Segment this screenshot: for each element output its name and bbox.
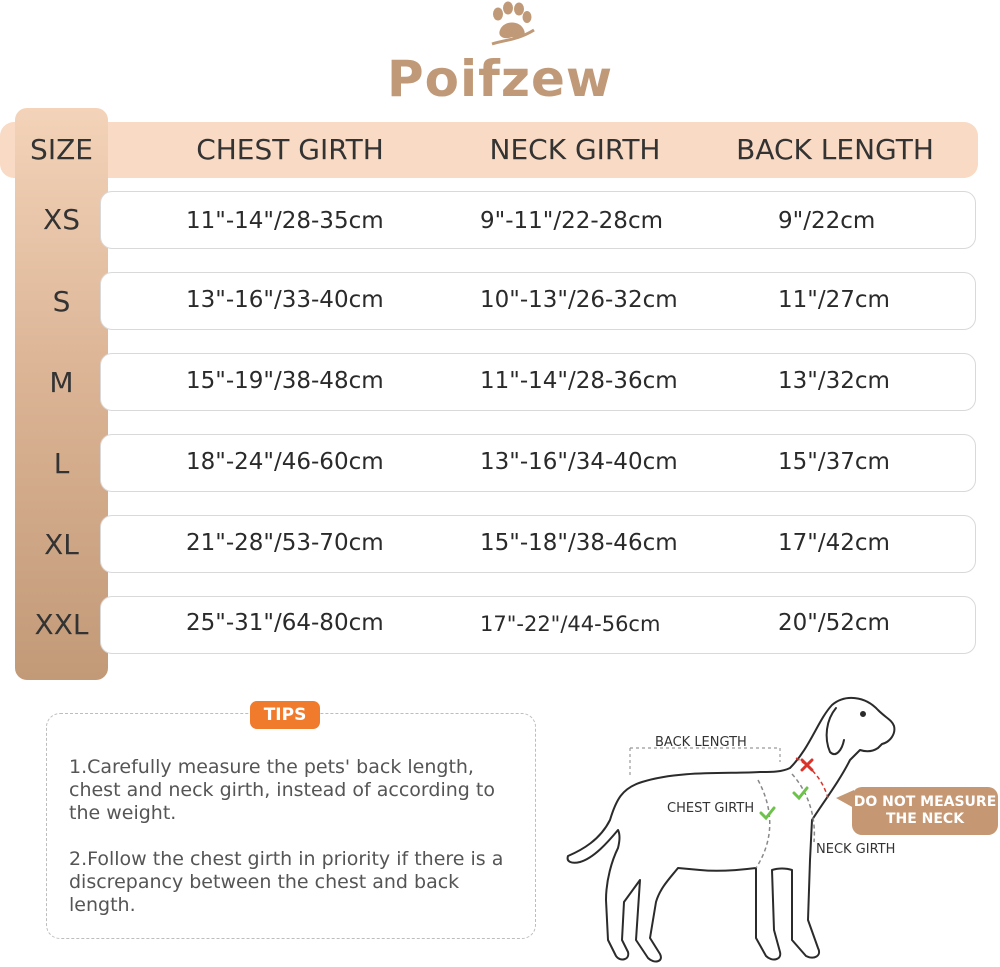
neck-cell: 9"-11"/22-28cm (480, 208, 663, 234)
neck-cell: 11"-14"/28-36cm (480, 368, 678, 394)
size-label: S (52, 285, 71, 318)
cross-icon (802, 760, 812, 770)
neck-cell: 15"-18"/38-46cm (480, 530, 678, 556)
chest-cell: 11"-14"/28-35cm (186, 208, 384, 234)
warning-line-2: THE NECK (885, 811, 965, 827)
back-cell: 9"/22cm (778, 208, 876, 234)
check-icon (761, 808, 774, 818)
back-length-label: BACK LENGTH (655, 735, 747, 750)
header-back-length: BACK LENGTH (736, 133, 934, 166)
chest-cell: 25"-31"/64-80cm (186, 610, 384, 636)
header-neck-girth: NECK GIRTH (489, 133, 661, 166)
brand-name: Poifzew (386, 50, 614, 108)
back-cell: 20"/52cm (778, 610, 890, 636)
back-cell: 11"/27cm (778, 287, 890, 313)
neck-cell: 13"-16"/34-40cm (480, 449, 678, 475)
paw-icon (484, 0, 540, 50)
neck-cell: 17"-22"/44-56cm (480, 612, 661, 636)
size-label: M (49, 366, 74, 399)
neck-girth-label: NECK GIRTH (816, 842, 896, 857)
size-label: XL (44, 528, 79, 561)
back-cell: 17"/42cm (778, 530, 890, 556)
neck-cell: 10"-13"/26-32cm (480, 287, 678, 313)
chest-cell: 15"-19"/38-48cm (186, 368, 384, 394)
back-cell: 15"/37cm (778, 449, 890, 475)
brand-logo (0, 0, 1000, 110)
back-cell: 13"/32cm (778, 368, 890, 394)
size-label: L (53, 447, 70, 480)
warning-badge (852, 787, 998, 835)
chest-cell: 21"-28"/53-70cm (186, 530, 384, 556)
tip-item-2: 2.Follow the chest girth in priority if there is a discrepancy between the chest and back length. (69, 848, 504, 916)
size-label: XS (43, 203, 80, 236)
tip-item-1: 1.Carefully measure the pets' back length, chest and neck girth, instead of according to the weight. (69, 756, 495, 824)
header-chest-girth: CHEST GIRTH (196, 133, 384, 166)
chest-girth-label: CHEST GIRTH (667, 801, 755, 816)
chest-cell: 13"-16"/33-40cm (186, 287, 384, 313)
size-label: XXL (34, 608, 89, 641)
tips-badge: TIPS (250, 701, 320, 729)
chest-cell: 18"-24"/46-60cm (186, 449, 384, 475)
header-size: SIZE (30, 133, 93, 166)
warning-line-1: DO NOT MEASURE (853, 794, 997, 810)
